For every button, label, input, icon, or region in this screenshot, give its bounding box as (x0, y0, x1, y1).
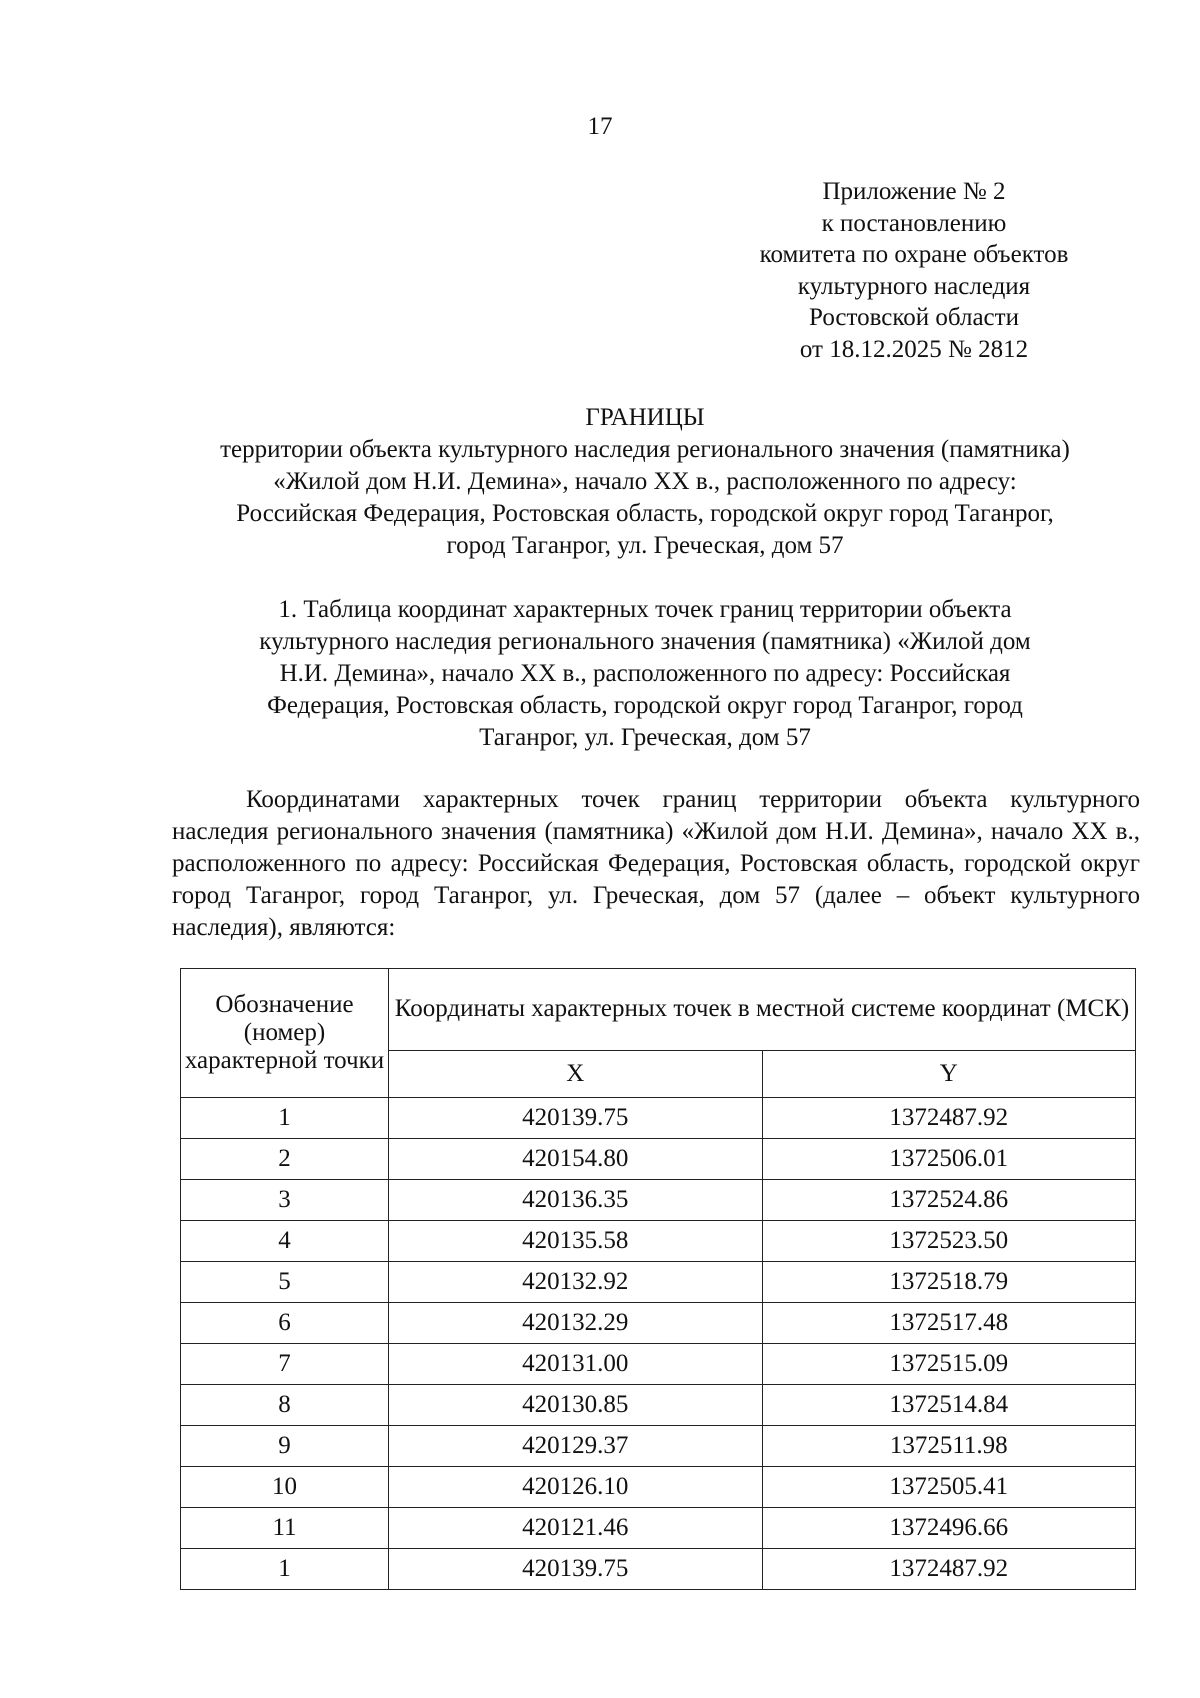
table-title-line: Н.И. Демина», начало ХХ в., расположенного по адресу: Российская (279, 660, 1011, 687)
table-row (181, 1221, 1136, 1262)
header-y: Y (762, 1050, 1136, 1097)
coord-x: 420139.75 (389, 1098, 763, 1139)
table-row (181, 1426, 1136, 1467)
coord-y: 1372487.92 (762, 1549, 1136, 1590)
coord-x: 420121.46 (389, 1508, 763, 1549)
coord-y: 1372518.79 (762, 1262, 1136, 1303)
coord-y: 1372524.86 (762, 1180, 1136, 1221)
point-number: 3 (181, 1180, 389, 1221)
coord-x: 420126.10 (389, 1467, 763, 1508)
title-line: город Таганрог, ул. Греческая, дом 57 (446, 532, 844, 559)
table-title-line: Таганрог, ул. Греческая, дом 57 (479, 724, 811, 751)
point-number: 1 (181, 1549, 389, 1590)
table-row (181, 1467, 1136, 1508)
coord-x: 420131.00 (389, 1344, 763, 1385)
coord-x: 420130.85 (389, 1385, 763, 1426)
coord-x: 420132.29 (389, 1303, 763, 1344)
point-number: 9 (181, 1426, 389, 1467)
coord-y: 1372487.92 (762, 1098, 1136, 1139)
coord-y: 1372517.48 (762, 1303, 1136, 1344)
appendix-line: комитета по охране объектов (759, 241, 1069, 268)
point-number: 7 (181, 1344, 389, 1385)
title-heading: ГРАНИЦЫ (585, 404, 705, 431)
intro-paragraph: Координатами характерных точек границ территории объекта культурного наследия регионального значения (памятника) «Жилой дом Н.И. Демина», начало ХХ в., расположенного по адресу: Российская Федерация, Ростовская область, городской округ город Таганрог, город Таганрог, ул. Греческая, дом 57 (далее – объект культурного наследия), являются: (172, 786, 1140, 941)
table-row (181, 1508, 1136, 1549)
table-row (181, 1303, 1136, 1344)
header-coordinates-group: Координаты характерных точек в местной системе координат (МСК) (389, 969, 1136, 1051)
appendix-line: Приложение № 2 (822, 178, 1006, 205)
table-row (181, 1344, 1136, 1385)
document-title (150, 402, 1140, 562)
coord-x: 420135.58 (389, 1221, 763, 1262)
header-point-designation: Обозначение (номер) характерной точки (181, 969, 389, 1098)
table-row (181, 1180, 1136, 1221)
appendix-line: культурного наследия (797, 272, 1031, 300)
table-row (181, 1262, 1136, 1303)
table-row (181, 1549, 1136, 1590)
point-number: 10 (181, 1467, 389, 1508)
coord-x: 420154.80 (389, 1139, 763, 1180)
coord-y: 1372505.41 (762, 1467, 1136, 1508)
point-number: 8 (181, 1385, 389, 1426)
coord-x: 420132.92 (389, 1262, 763, 1303)
table-title-line: 1. Таблица координат характерных точек границ территории объекта (278, 596, 1012, 623)
appendix-line: от 18.12.2025 № 2812 (799, 335, 1029, 363)
table-title-line: культурного наследия регионального значения (памятника) «Жилой дом (259, 628, 1031, 655)
appendix-line: Ростовской области (809, 304, 1019, 331)
table-row (181, 1139, 1136, 1180)
point-number: 5 (181, 1262, 389, 1303)
point-number: 2 (181, 1139, 389, 1180)
coord-x: 420139.75 (389, 1549, 763, 1590)
coord-y: 1372496.66 (762, 1508, 1136, 1549)
title-line: «Жилой дом Н.И. Демина», начало ХХ в., расположенного по адресу: (273, 468, 1017, 495)
title-line: территории объекта культурного наследия регионального значения (памятника) (220, 436, 1070, 463)
coord-y: 1372514.84 (762, 1385, 1136, 1426)
point-number: 11 (181, 1508, 389, 1549)
table-row (181, 1098, 1136, 1139)
coord-x: 420136.35 (389, 1180, 763, 1221)
appendix-block (734, 176, 1094, 365)
table-row (181, 1385, 1136, 1426)
header-x: X (389, 1050, 763, 1097)
coord-y: 1372506.01 (762, 1139, 1136, 1180)
title-line: Российская Федерация, Ростовская область, городской округ город Таганрог, (236, 500, 1054, 527)
point-number: 1 (181, 1098, 389, 1139)
page-number: 17 (587, 113, 613, 140)
table-title-line: Федерация, Ростовская область, городской округ город Таганрог, город (267, 692, 1023, 719)
appendix-line: к постановлению (821, 209, 1007, 237)
point-number: 6 (181, 1303, 389, 1344)
table-title (150, 594, 1140, 754)
coord-x: 420129.37 (389, 1426, 763, 1467)
coord-y: 1372515.09 (762, 1344, 1136, 1385)
coord-y: 1372511.98 (762, 1426, 1136, 1467)
coordinates-table (180, 968, 1136, 1590)
coord-y: 1372523.50 (762, 1221, 1136, 1262)
point-number: 4 (181, 1221, 389, 1262)
